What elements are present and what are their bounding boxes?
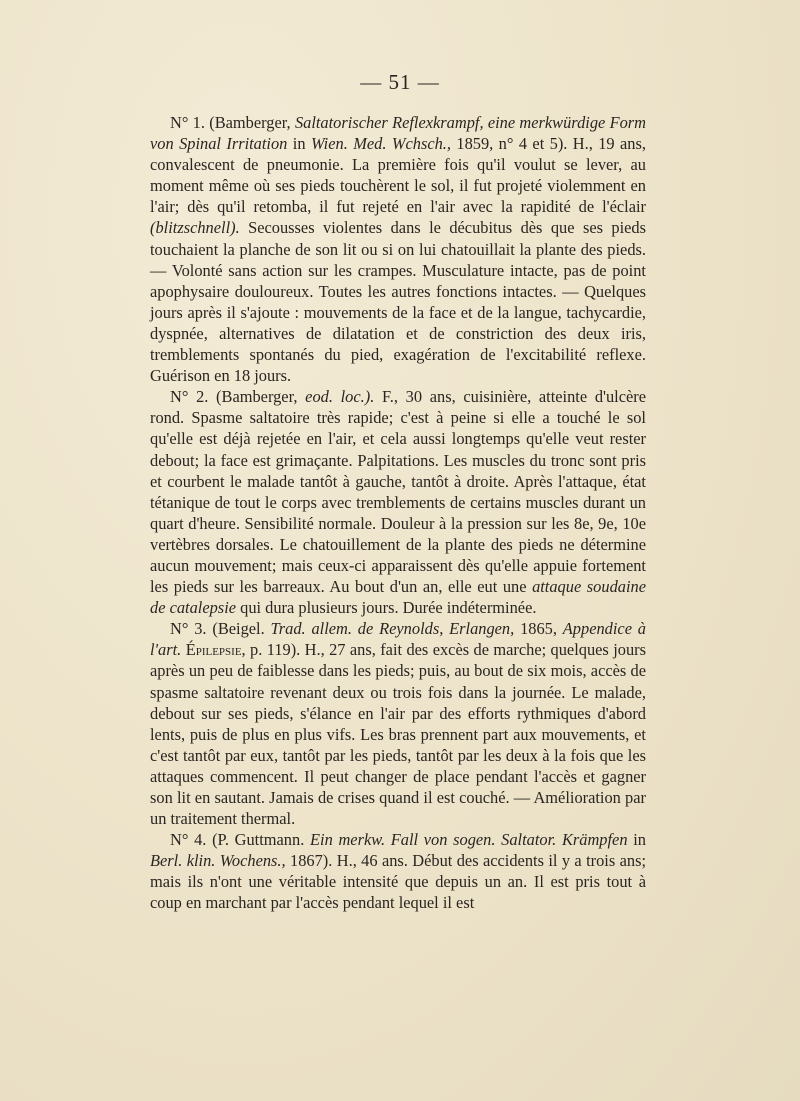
entry-lead: N° 2. (Bamberger, [170,387,306,407]
small-caps-term: Épilepsie, [185,640,246,660]
entry-lead: N° 1. (Bamberger, [170,113,295,132]
page-number: — 51 — [360,70,440,94]
entry-body: 1867). H., 46 ans. Début des accidents il y a trois ans; mais ils n'ont une véritable intensité que depuis un an. Il est pris tout à coup en marchant par l'accès pendant lequel il est [150,851,647,913]
entry-body: F., 30 ans, cuisinière, atteinte d'ulcère rond. Spasme saltatoire très rapide; c'est à peine si elle a touché le sol qu'elle est déjà rejetée en l'air, et cela aussi longtemps qu'elle veut rester debout; la face est grimaçante. Palpitations. Les muscles du tronc sont pris et courbent le malade tantôt à gauche, tantôt à droite. Après l'attaque, état tétanique de tout le corps avec tremblements de certains muscles durant un quart d'heure. Sensibilité normale. Douleur à la pression sur les 8e, 9e, 10e vertèbres dorsales. Le chatouillement de la plante des pieds ne détermine aucun mouvement; mais ceux-ci apparaissent dès qu'elle appuie fortement les pieds sur les barreaux. Au bout d'un an, elle eut une [150,387,646,597]
journal-name: Wien. Med. Wchsch., [310,134,451,154]
entry-connector: in [627,830,646,850]
entry-tail: Secousses violentes dans le décubitus dès que ses pieds touchaient la planche de son lit ou si on lui chatouillait la plante des pieds. — Volonté sans action sur les crampes. Musculature intacte, pas de point apophysaire douloureux. Toutes les autres fonctions intactes. — Quelques jours après il s'ajoute : mouvements de la face et de la langue, tachycardie, dyspnée, alternatives de dilatation et de constriction des deux iris, tremblements spontanés du pied, exagération de l'excitabilité reflexe. Guérison en 18 jours. [150,218,646,386]
text-body [150,112,646,914]
italic-phrase: attaque soudaine de catalepsie [150,577,646,618]
case-entry-2 [150,386,646,618]
journal-name: Berl. klin. Wochens., [150,851,286,871]
work-title: Saltatorischer Reflexkrampf, eine merkwürdige Form von Spinal Irritation [150,113,646,154]
work-title: Trad. allem. de Reynolds, Erlangen, [270,619,515,639]
entry-body: p. 119). H., 27 ans, fait des excès de marche; quelques jours après un peu de faiblesse dans les pieds; puis, au bout de six mois, accès de spasme saltatoire revenant deux ou trois fois dans la journée. Le malade, debout sur ses pieds, s'élance en l'air par des efforts rythmiques d'abord lents, puis de plus en plus vifs. Les bras prennent part aux mouvements, et c'est tantôt par eux, tantôt par les pieds, tantôt par les deux à la fois que les attaques commencent. Il peut changer de place pendant l'accès et gagner son lit en sautant. Jamais de crises quand il est couché. — Amélioration par un traitement thermal. [150,640,646,829]
entry-lead: N° 4. (P. Guttmann. [170,830,310,850]
entry-connector: in [287,134,311,154]
entry-tail: qui dura plusieurs jours. Durée indéterminée. [236,598,537,618]
entry-body: 1859, n° 4 et 5). H., 19 ans, convalescent de pneumonie. La première fois qu'il voulut se lever, au moment même où ses pieds touchèrent le sol, il fut projeté violemment en l'air; dès qu'il retomba, il fut rejeté en l'air avec la rapidité de l'éclair [150,134,646,217]
case-entry-3 [150,618,646,829]
journal-name: Appendice à l'art. [150,619,647,660]
case-entry-1 [150,112,646,386]
italic-phrase: (blitzschnell). [150,218,240,238]
entry-lead: N° 3. (Beigel. [170,619,271,639]
case-entry-4 [150,829,646,913]
work-title: Ein merkw. Fall von sogen. Saltator. Krämpfen [310,830,628,850]
entry-connector: 1865, [514,619,563,639]
reference: eod. loc.). [305,387,375,407]
